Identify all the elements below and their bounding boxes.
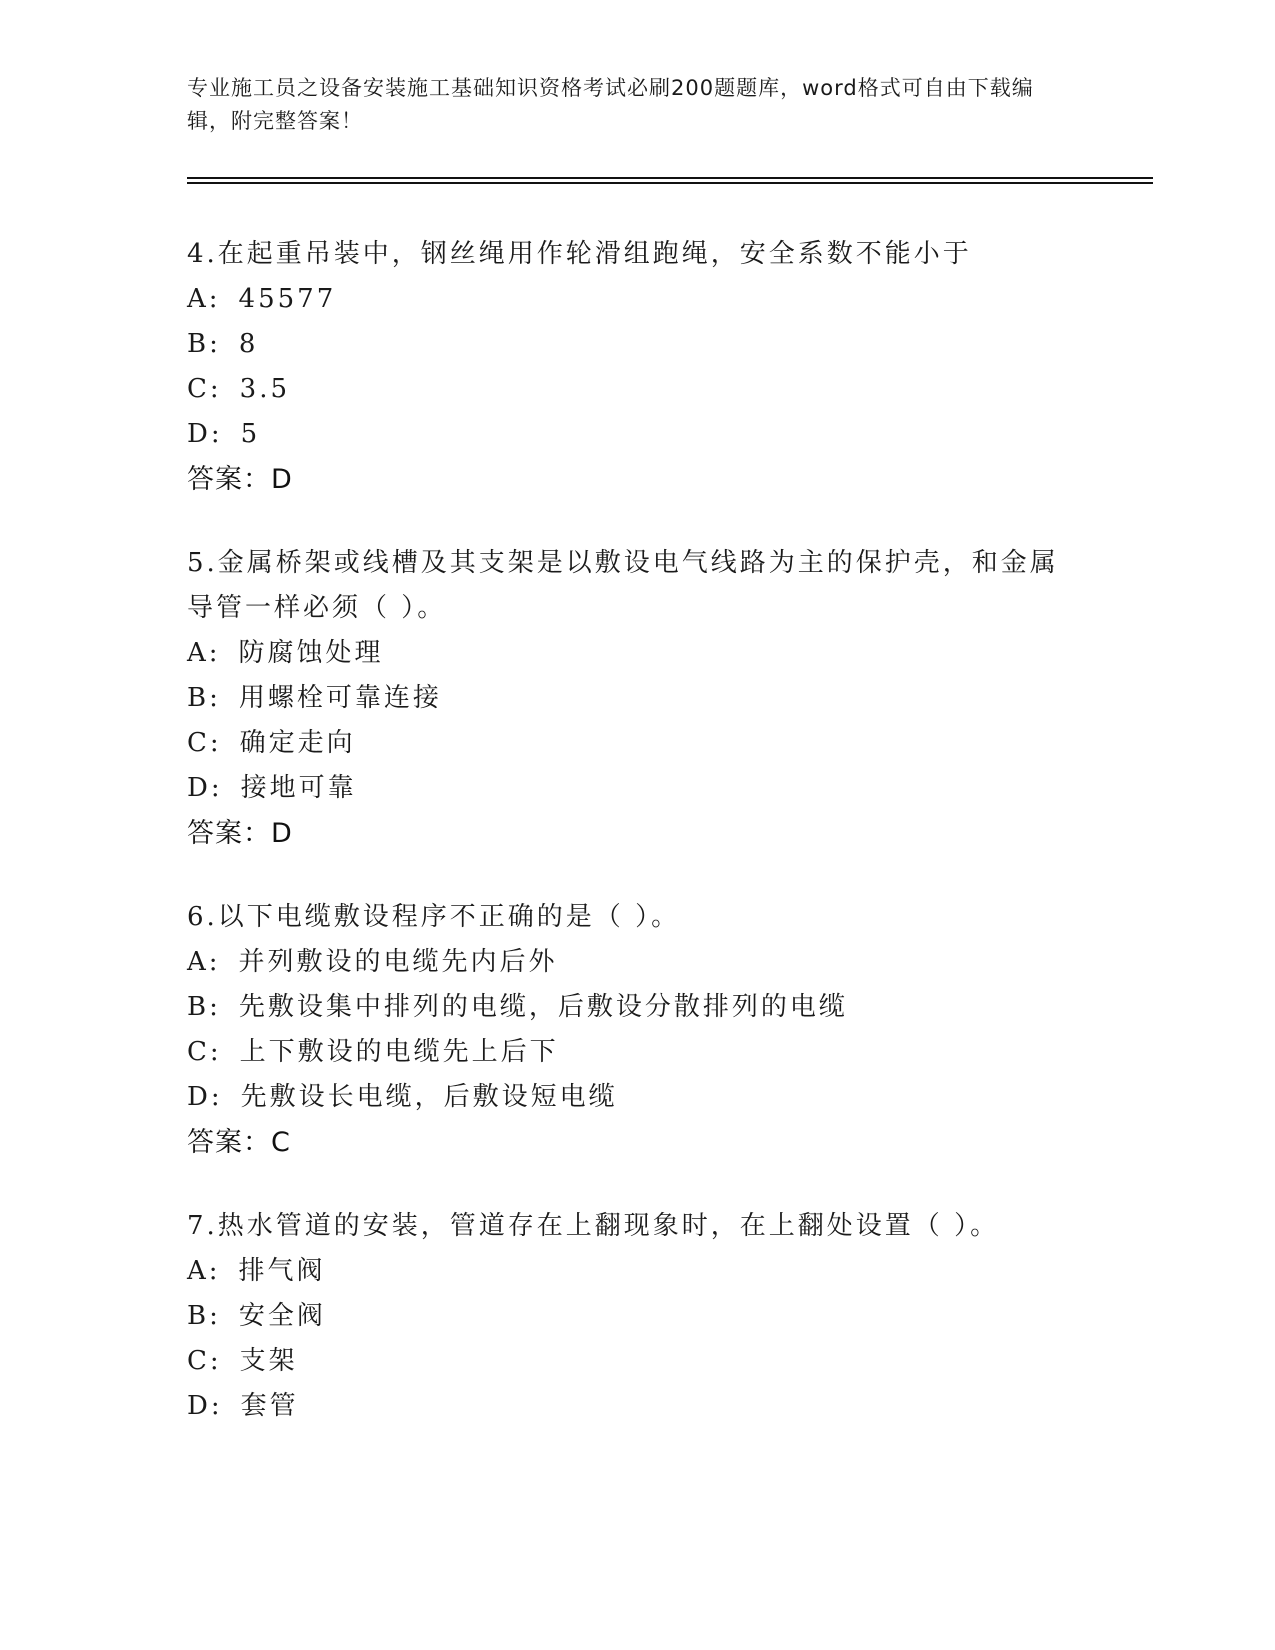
answer-label: 答案：	[187, 464, 271, 495]
option-c	[187, 367, 1087, 412]
answer-value: C	[271, 1127, 291, 1158]
question-4	[187, 232, 1087, 503]
option-letter: B:	[187, 329, 221, 359]
option-letter: B:	[187, 683, 221, 713]
question-7	[187, 1204, 1087, 1429]
option-a	[187, 1249, 1087, 1294]
option-text: 支架	[239, 1346, 298, 1376]
option-letter: D:	[187, 1082, 223, 1112]
option-b	[187, 322, 1087, 367]
question-5	[187, 541, 1087, 857]
option-letter: D:	[187, 419, 223, 449]
document-header	[187, 72, 1067, 138]
answer-line	[187, 1120, 1087, 1166]
option-text: 8	[238, 329, 259, 359]
option-letter: C:	[187, 1346, 222, 1376]
option-d	[187, 766, 1087, 811]
option-text: 安全阀	[238, 1301, 326, 1331]
option-text: 3.5	[239, 374, 291, 404]
option-a	[187, 940, 1087, 985]
question-title: 7.热水管道的安装，管道存在上翻现象时，在上翻处设置（ ）。	[187, 1211, 1000, 1241]
option-text: 防腐蚀处理	[238, 638, 384, 668]
option-letter: A:	[187, 638, 221, 668]
option-letter: B:	[187, 992, 221, 1022]
header-divider-bottom	[187, 182, 1153, 184]
question-title: 6.以下电缆敷设程序不正确的是（ ）。	[187, 902, 681, 932]
header-divider-top	[187, 177, 1153, 179]
option-text: 先敷设长电缆，后敷设短电缆	[240, 1082, 618, 1112]
option-letter: A:	[187, 284, 221, 314]
option-a	[187, 277, 1087, 322]
option-text: 确定走向	[239, 728, 356, 758]
option-text: 上下敷设的电缆先上后下	[239, 1037, 559, 1067]
option-text: 排气阀	[238, 1256, 326, 1286]
question-title: 4.在起重吊装中，钢丝绳用作轮滑组跑绳，安全系数不能小于	[187, 239, 972, 269]
option-letter: C:	[187, 374, 222, 404]
option-d	[187, 1075, 1087, 1120]
option-text: 45577	[238, 284, 337, 314]
option-d	[187, 1384, 1087, 1429]
option-c	[187, 1339, 1087, 1384]
option-b	[187, 676, 1087, 721]
answer-value: D	[271, 464, 293, 495]
option-b	[187, 1294, 1087, 1339]
option-letter: C:	[187, 1037, 222, 1067]
answer-label: 答案：	[187, 1127, 271, 1158]
option-text: 用螺栓可靠连接	[238, 683, 442, 713]
option-letter: C:	[187, 728, 222, 758]
option-letter: D:	[187, 1391, 223, 1421]
option-text: 接地可靠	[240, 773, 357, 803]
answer-value: D	[271, 818, 293, 849]
option-letter: A:	[187, 1256, 221, 1286]
question-list	[187, 232, 1087, 1467]
option-letter: D:	[187, 773, 223, 803]
option-text: 先敷设集中排列的电缆，后敷设分散排列的电缆	[238, 992, 848, 1022]
question-title: 5.金属桥架或线槽及其支架是以敷设电气线路为主的保护壳，和金属导管一样必须（ ）。	[187, 548, 1059, 623]
header-text: 专业施工员之设备安装施工基础知识资格考试必刷200题题库，word格式可自由下载编辑，附完整答案！	[187, 76, 1034, 133]
answer-label: 答案：	[187, 818, 271, 849]
option-letter: B:	[187, 1301, 221, 1331]
option-text: 套管	[240, 1391, 299, 1421]
option-text: 5	[240, 419, 261, 449]
question-6	[187, 895, 1087, 1166]
option-c	[187, 721, 1087, 766]
option-c	[187, 1030, 1087, 1075]
option-d	[187, 412, 1087, 457]
option-a	[187, 631, 1087, 676]
option-letter: A:	[187, 947, 221, 977]
answer-line	[187, 457, 1087, 503]
option-b	[187, 985, 1087, 1030]
answer-line	[187, 811, 1087, 857]
option-text: 并列敷设的电缆先内后外	[238, 947, 558, 977]
